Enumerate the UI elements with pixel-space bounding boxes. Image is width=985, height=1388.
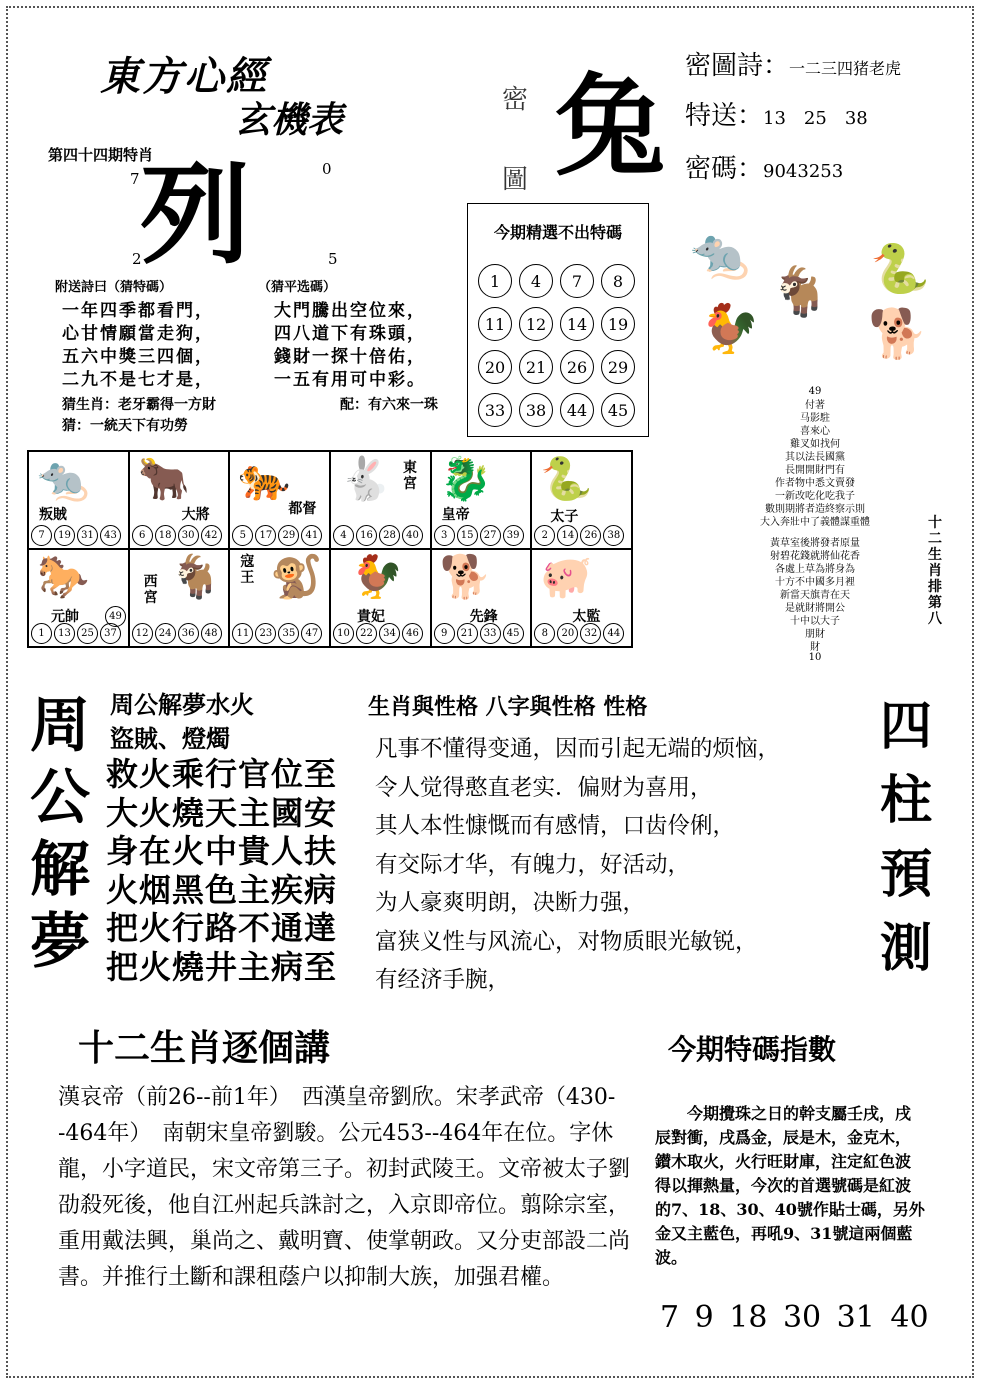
zodiac-number: 12: [132, 623, 153, 644]
zodiac-number: 44: [603, 623, 624, 644]
mi-tu-shi: [685, 45, 901, 82]
zodiac-number: 26: [580, 525, 601, 546]
selection-number: 12: [519, 307, 553, 341]
triangle-line: 是就財將開公: [785, 603, 845, 614]
zodiac-number: 46: [402, 623, 423, 644]
zodiac-number: 2: [534, 525, 555, 546]
corner-number: 7: [130, 170, 140, 188]
zodiac-number: 3: [434, 525, 455, 546]
zodiac-number: 25: [77, 623, 98, 644]
zodiac-number: 39: [503, 525, 524, 546]
issue-label: 第四十四期特肖: [48, 146, 154, 164]
zodiac-number: 43: [100, 525, 121, 546]
dream-line: 把火行路不通達: [106, 909, 338, 947]
triangle-line: 各處上草為將身為: [775, 564, 855, 575]
zodiac-number: 6: [132, 525, 153, 546]
mi-tu-glyph: 兔: [555, 63, 665, 191]
personality-head: 生肖與性格 八字與性格 性格: [368, 695, 648, 720]
issue-char: 列: [140, 151, 244, 279]
triangle-lower: [700, 537, 930, 654]
rat-icon: 🐀: [690, 226, 750, 282]
selection-number: 11: [478, 307, 512, 341]
te-song-values: 13 25 38: [763, 108, 868, 129]
goat-icon: 🐐: [169, 552, 222, 601]
zodiac-cell: [28, 549, 129, 647]
guess-sheng: 猜生肖：老牙霸得一方財: [62, 397, 216, 413]
mi-ma-value: 9043253: [763, 161, 844, 182]
zodiac-cell: [330, 549, 431, 647]
selection-number: 45: [601, 393, 635, 427]
zodiac-number: 36: [178, 623, 199, 644]
zodiac-numbers: [31, 525, 121, 546]
selection-number: 1: [478, 264, 512, 298]
index-numbers: 7 9 18 30 31 40: [660, 1300, 929, 1335]
zodiac-number: 30: [178, 525, 199, 546]
snake-icon: 🐍: [870, 241, 930, 297]
triangle-side-text: 十二生肖排第八: [928, 515, 942, 627]
zodiac-number: 48: [201, 623, 222, 644]
personality-line: 凡事不懂得变通，因而引起无端的烦恼，: [375, 736, 781, 762]
index-title: 今期特碼指數: [668, 1033, 837, 1066]
triangle-puzzle: [670, 385, 960, 665]
zodiac-name: 元帥: [51, 609, 79, 625]
selection-number: 38: [519, 393, 553, 427]
selection-title: 今期精選不出特碼: [493, 223, 622, 242]
selection-box: [467, 203, 649, 437]
triangle-line: 马影駐: [800, 413, 830, 424]
te-song: [685, 95, 868, 132]
poem-head-left: 附送詩曰（猜特碼）: [55, 280, 173, 295]
mi-ma-label: 密碼：: [685, 154, 764, 184]
zodiac-number: 47: [301, 623, 322, 644]
personality-line: 令人觉得憨直老实．偏财为喜用，: [375, 774, 713, 801]
triangle-line: 新當天旗青在天: [780, 590, 850, 601]
zodiac-number: 13: [54, 623, 75, 644]
zodiac-name: 先鋒: [469, 609, 498, 625]
poem-line: 心甘情願當走狗，: [62, 324, 214, 344]
index-text: 今期攪珠之日的幹支屬壬戌，戌辰對衝，戌爲金，辰是木，金克木，鑚木取火，火行旺財庫，注定紅色波得以揮熱量，今次的首選號碼是紅波的7、18、30、40號作貼士碼，另外金又主藍色，再吼9、31號這兩個藍波。: [655, 1104, 925, 1267]
triangle-line: 喜來心: [800, 426, 830, 437]
zodiac-number: 24: [155, 623, 176, 644]
zodiac-cell: [330, 451, 431, 549]
zodiac-numbers: [232, 623, 322, 644]
zodiac-cell: [129, 451, 230, 549]
snake-icon: 🐍: [540, 454, 593, 503]
te-song-label: 特送：: [685, 101, 764, 131]
triangle-line: 大入奔壯中了義體謀重體: [760, 517, 870, 528]
personality-line: 为人豪爽明朗，决断力强，: [375, 890, 646, 916]
selection-grid: [478, 264, 640, 427]
personality-line: 有交际才华，有魄力，好活动，: [375, 851, 691, 878]
zodiac-number: 21: [457, 623, 478, 644]
corner-number: 0: [322, 160, 332, 178]
poem-head-right: （猜平选碼）: [258, 280, 337, 295]
zodiac-number: 7: [31, 525, 52, 546]
rooster-icon: 🐓: [350, 552, 404, 601]
zodiac-name: 寇王: [240, 554, 255, 586]
triangle-line: 十方不中國多月裡: [775, 577, 855, 588]
zodiac-name: 大將: [181, 507, 210, 523]
dream-line: 救火乘行官位至: [106, 755, 338, 793]
zodiac-numbers: [534, 525, 624, 546]
zodiac-number: 40: [402, 525, 423, 546]
poem-line: 一年四季都看門，: [62, 301, 214, 321]
zodiac-number: 19: [54, 525, 75, 546]
personality-line: 有经济手腕，: [375, 967, 511, 993]
zodiac-number: 23: [255, 623, 276, 644]
zodiac-number: 15: [457, 525, 478, 546]
zodiac-numbers: [434, 525, 524, 546]
tiger-icon: 🐅: [238, 454, 291, 503]
zodiac-name: 貴妃: [356, 609, 385, 625]
zodiac-number: 34: [379, 623, 400, 644]
triangle-line: 數則期將者造終察示則: [765, 504, 865, 515]
zodiac-number: 20: [557, 623, 578, 644]
dream-line: 身在火中貴人扶: [106, 832, 338, 870]
triangle-line: 付著: [805, 400, 825, 411]
corner-number: 5: [328, 250, 338, 268]
zodiac-number: 45: [503, 623, 524, 644]
zodiac-table: [27, 450, 633, 648]
zodiac-name: 太監: [572, 609, 601, 625]
zodiac-name: 都督: [288, 501, 317, 517]
mi-tu-label: 密圖: [501, 85, 528, 195]
selection-number: 7: [560, 264, 594, 298]
zodiac-number: 4: [333, 525, 354, 546]
zodiac-number: 33: [480, 623, 501, 644]
selection-number: 26: [560, 350, 594, 384]
zodiac-number: 38: [603, 525, 624, 546]
four-pillars-title: 四柱預測: [879, 697, 932, 979]
mi-ma: [685, 148, 843, 185]
zodiac-number: 29: [278, 525, 299, 546]
zodiac-number: 41: [301, 525, 322, 546]
triangle-top-number: 49: [808, 386, 822, 397]
personality-line: 富狭义性与风流心，对物质眼光敏锐，: [375, 928, 758, 955]
dream-line: 把火燒井主病至: [106, 947, 338, 986]
dream-head: [110, 688, 254, 756]
mi-tu-shi-value: 一二三四猪老虎: [789, 59, 902, 78]
corner-number: 2: [132, 250, 142, 268]
dream-line: 火烟黑色主疾病: [106, 870, 338, 909]
dream-head-line: 盜賊、燈燭: [110, 725, 230, 753]
emperor-text: 漢哀帝（前26--前1年） 西漢皇帝劉欣。宋孝武帝（430--464年） 南朝宋皇帝劉駿。公元453--464年在位。字休龍，小字道民，宋文帝第三子。初封武陵王。文帝被太子劉劭殺死後，他自江州起兵誅討之，入京即帝位。翦除宗室，重用戴法興，巢尚之、戴明寶、使掌朝政。又分吏部設二尚書。并推行土斷和課租蔭户以抑制大族，加强君權。: [58, 1085, 631, 1290]
selection-number: 8: [601, 264, 635, 298]
zodiac-number: 37: [100, 623, 121, 644]
zodiac-numbers: [333, 623, 423, 644]
dog-icon: 🐕: [439, 552, 492, 601]
triangle-line: 一新改吃化吃我子: [775, 491, 855, 502]
zodiac-number: 14: [557, 525, 578, 546]
poem-line: 五六中獎三四個，: [62, 347, 214, 367]
triangle-line: 十中以大子: [790, 616, 840, 627]
zodiac-numbers: [434, 623, 524, 644]
selection-number: 4: [519, 264, 553, 298]
dog-icon: 🐕: [868, 306, 928, 362]
zodiac-cell: [229, 451, 330, 549]
zodiac-numbers: [534, 623, 624, 644]
zodiac-number: 42: [201, 525, 222, 546]
poem-right: [274, 300, 426, 392]
brand-title: 東方心經: [100, 54, 268, 100]
rabbit-icon: 🐇: [338, 454, 392, 503]
monkey-icon: 🐒: [270, 552, 323, 601]
personality-text: [375, 730, 780, 1000]
zodiac-number: 9: [434, 623, 455, 644]
poem-line: 大門騰出空位來，: [274, 301, 426, 321]
triangle-bottom-number: 10: [808, 652, 822, 663]
pig-icon: 🐖: [540, 552, 593, 601]
zodiac-numbers: [232, 525, 322, 546]
zodiac-number: 17: [255, 525, 276, 546]
rooster-icon: 🐓: [700, 301, 760, 357]
zodiac-numbers: [333, 525, 423, 546]
zodiac-cell: [229, 549, 330, 647]
triangle-line: 長開開財門有: [785, 465, 845, 476]
zodiac-extra-number: 49: [105, 606, 126, 627]
poem-line: 二九不是七才是，: [62, 370, 214, 390]
zodiac-cell: [129, 549, 230, 647]
selection-number: 29: [601, 350, 635, 384]
triangle-line: 射碧花錢就將仙花香: [770, 551, 860, 562]
zodiac-cell: [431, 549, 532, 647]
zodiac-number: 16: [356, 525, 377, 546]
zodiac-number: 18: [155, 525, 176, 546]
guess-pei: 配：有六來一珠: [340, 397, 438, 413]
triangle-line: 其以法長國黨: [785, 452, 845, 463]
dream-line: 大火燒天主國安: [106, 793, 338, 832]
triangle-line: 黃草室後將發者原量: [770, 538, 860, 549]
zodiac-cell: [431, 451, 532, 549]
triangle-upper: [680, 399, 950, 529]
selection-number: 33: [478, 393, 512, 427]
zodiac-name: 太子: [550, 509, 579, 525]
zodiac-numbers: [132, 623, 222, 644]
triangle-line: 雞叉如找何: [790, 439, 840, 450]
poem-line: 一五有用可中彩。: [274, 370, 426, 390]
zodiac-name: 西宮: [143, 574, 158, 606]
zodiac-number: 35: [278, 623, 299, 644]
zodiac-number: 8: [534, 623, 555, 644]
zodiac-numbers: [31, 623, 121, 644]
poem-line: 四八道下有珠頭，: [274, 324, 426, 344]
goat-icon: 🐐: [770, 264, 830, 320]
guess-cai: 猜：一統天下有功勞: [62, 418, 188, 434]
horse-icon: 🐎: [37, 552, 90, 601]
selection-number: 19: [601, 307, 635, 341]
zodiac-number: 32: [580, 623, 601, 644]
brand-subtitle: 玄機表: [235, 100, 344, 141]
zodiac-numbers: [132, 525, 222, 546]
personality-line: 其人本性慷慨而有感情，口齿伶俐，: [375, 813, 736, 839]
zodiac-name: 叛賊: [39, 507, 67, 523]
zodiac-series-title: 十二生肖逐個講: [78, 1028, 331, 1069]
zodiac-number: 27: [480, 525, 501, 546]
triangle-line: 財: [810, 642, 820, 653]
zodiac-number: 10: [333, 623, 354, 644]
zodiac-number: 11: [232, 623, 253, 644]
zodiac-number: 1: [31, 623, 52, 644]
zodiac-number: 22: [356, 623, 377, 644]
mi-tu-shi-label: 密圖詩：: [685, 51, 790, 81]
zodiac-cell: [531, 451, 632, 549]
zodiac-number: 28: [379, 525, 400, 546]
selection-number: 21: [519, 350, 553, 384]
zodiac-number: 31: [77, 525, 98, 546]
poem-line: 錢財一探十倍佑，: [274, 347, 426, 367]
rat-icon: 🐀: [37, 454, 90, 503]
selection-number: 44: [560, 393, 594, 427]
dream-head-line: 周公解夢水火: [110, 691, 254, 719]
dream-vertical-title: 周公解夢: [30, 691, 90, 977]
zodiac-number: 5: [232, 525, 253, 546]
zodiac-cell: [28, 451, 129, 549]
poem-left: [62, 300, 214, 392]
triangle-line: 朋財: [805, 629, 825, 640]
zodiac-name: 東宮: [402, 460, 417, 492]
dream-lines: [106, 755, 337, 986]
selection-number: 20: [478, 350, 512, 384]
triangle-line: 作者物中悉文賣發: [775, 478, 855, 489]
ox-icon: 🐂: [137, 454, 190, 503]
zodiac-name: 皇帝: [441, 507, 470, 523]
zodiac-cell: [531, 549, 632, 647]
selection-number: 14: [560, 307, 594, 341]
dragon-icon: 🐉: [439, 454, 492, 503]
